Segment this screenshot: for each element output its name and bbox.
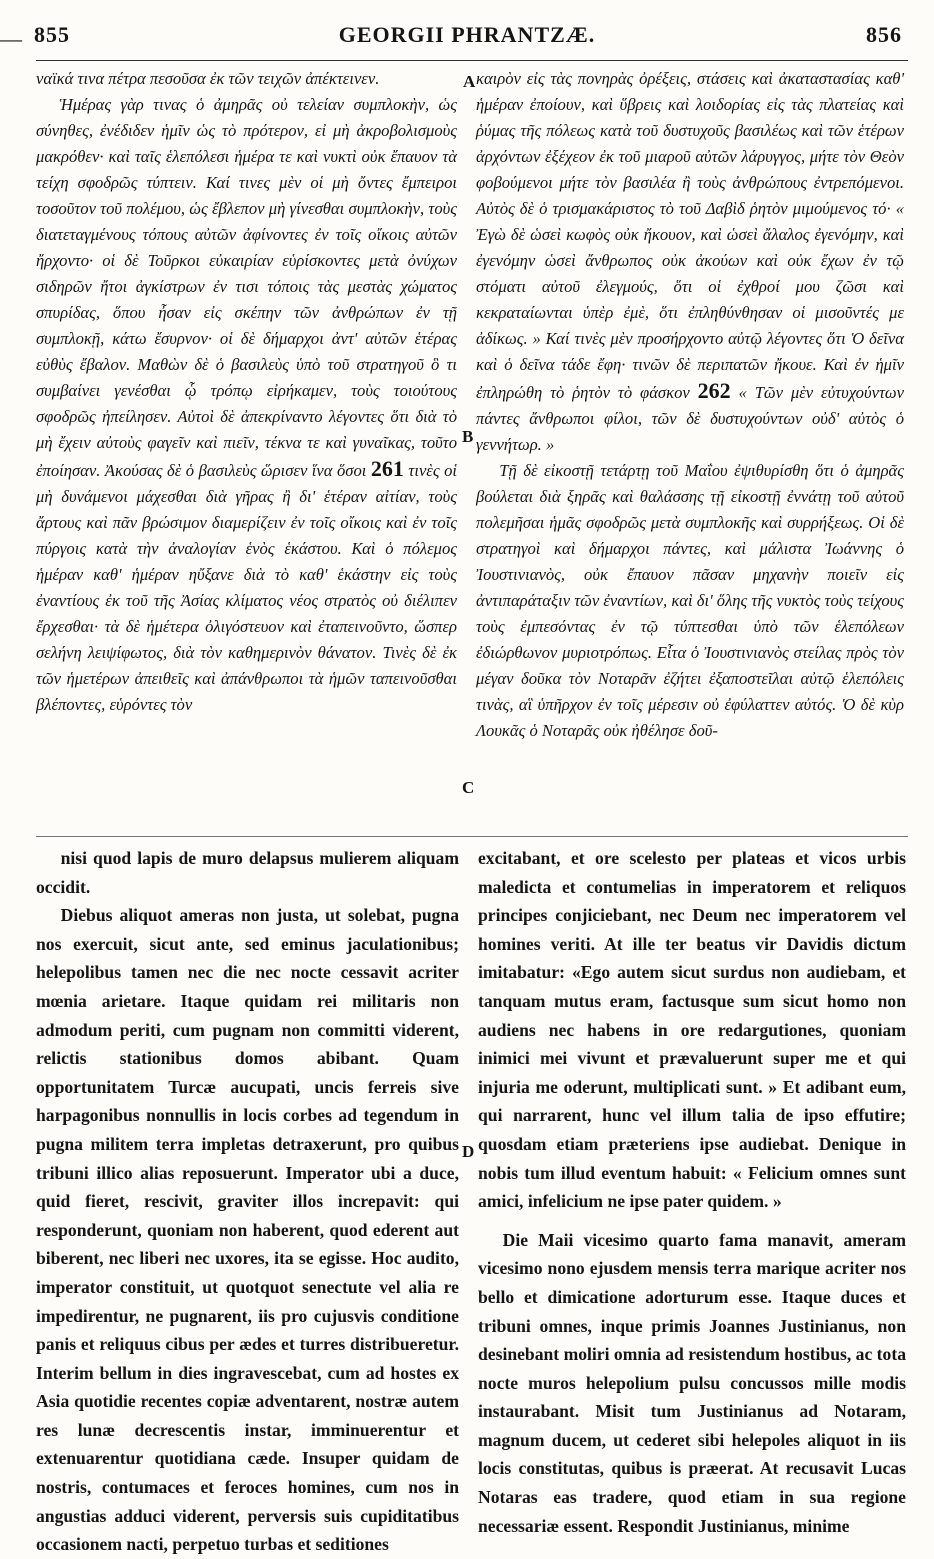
- greek-left-paragraph-2: [36, 92, 457, 718]
- greek-column-left: [36, 66, 457, 718]
- margin-letter-b: B: [462, 427, 474, 446]
- latin-column-left: [36, 844, 459, 1559]
- latin-left-paragraph-2: Diebus aliquot ameras non justa, ut solebat, pugna nos exercuit, sicut ante, sed eminus jaculationibus; helepolibus tamen nec die nec nocte cessavit acriter mœnia arietare. Itaque quidam rei militaris non admodum periti, cum pugnam non committi viderent, relictis stationibus domos abibant. Quam opportunitatem Turcæ aucupati, uncis ferreis sive harpagonibus nonnullis in locis corbes ad tegendum in pugna militem terra impletas detraxerunt, pro quibus tribuni illico alias reposuerunt. Imperator ubi a duce, quid fieret, rescivit, graviter illos increpavit: qui responderunt, quoniam non haberent, quod ederent aut biberent, nec liberi nec uxores, ita se egisse. Hoc audito, imperator constituit, ut quotquot senectute vel alia re impedirentur, ne pugnarent, iis pro cujusvis conditione panis et reliquus cibus per ædes et turres distribueretur. Interim bellum in dies ingravescebat, cum ad hostes ex Asia quotidie recentes copiæ adventarent, nostræ autem res lunæ decrescentis instar, imminuerentur et extenuarentur quotidiana cæde. Insuper quidam de nostris, contumaces et feroces homines, cum nos in angustias adduci viderent, perversis suis cupiditatibus occasionem nacti, perpetuo turbas et seditiones: [36, 905, 459, 1555]
- latin-right-paragraph-1: excitabant, et ore scelesto per plateas et vicos urbis maledicta et contumelias in imperatorem et reliquos principes conjiciebant, nec Deum nec imperatorem vel homines veriti. At ille ter beatus vir Davidis dictum imitabatur: «Ego autem sicut surdus non audiebam, et tanquam mutus eram, factusque sum sicut homo non audiens nec habens in ore redargutiones, quoniam inimici mei vivunt et prævaluerunt super me et qui injuria me oderunt, multiplicati sunt. » Et adibant eum, qui narrarent, hunc vel illum talia de ipso effutire; quosdam etiam præteriens ipse audiebat. Denique in nobis tum illud eventum habuit: « Felicium omnes sunt amici, infelicium ne ipse pater quidem. »: [478, 848, 906, 1212]
- margin-dash: —: [0, 26, 22, 51]
- greek-right-paragraph-2: Τῇ δὲ εἰκοστῇ τετάρτῃ τοῦ Μαΐου ἐψιθυρίσθη ὅτι ὁ ἀμηρᾶς βούλεται διὰ ξηρᾶς καὶ θαλάσσης τῇ εἰκοστῇ ἐννάτῃ τοῦ αὐτοῦ πολεμῆσαι ἡμᾶς σφοδρῶς μετὰ συμπλοκῆς καὶ συρρήξεως. Οἱ δὲ στρατηγοὶ καὶ δήμαρχοι πάντες, καὶ μάλιστα Ἰωάννης ὁ Ἰουστινιανὸς, οὐκ ἔπαυον πᾶσαν μηχανὴν ποιεῖν εἰς ἀντιπαράταξιν τῶν ἐναντίων, καὶ δι' ὅλης τῆς νυκτὸς τοὺς τείχους τοὺς ἐμπεσόντας ἐν τῷ τύπτεσθαι ὑπὸ τῶν ἑλεπόλεων ἐδιώρθωνον μυριοτρόπως. Εἶτα ὁ Ἰουστινιανὸς στείλας πρὸς τὸν μέγαν δοῦκα τὸν Νοταρᾶν ἐζήτει ἐξαποστεῖλαι αὐτῷ ἑλεπόλεις τινὰς, αἳ ὑπῆρχον ἐν τοῖς μέρεσιν οὐ ἐφύλαττεν αὐτός. Ὁ δὲ κὺρ Λουκᾶς ὁ Νοταρᾶς οὐκ ἠθέλησε δοῦ-: [476, 461, 904, 740]
- greek-left-paragraph-1: ναϊκά τινα πέτρα πεσοῦσα ἐκ τῶν τειχῶν ἀπέκτεινεν.: [36, 69, 380, 88]
- margin-letter-c: C: [462, 778, 475, 797]
- greek-right-text-a: καιρὸν εἰς τὰς πονηρὰς ὀρέξεις, στάσεις καὶ ἀκαταστασίας καθ' ἡμέραν ἐποίουν, καὶ ὕβρεις καὶ λοιδορίας εἰς τὰς πλατείας καὶ ῥύμας τῆς πόλεως κατὰ τοῦ δυστυχοῦς βασιλέως καὶ τῶν ἑτέρων ἀρχόντων ἐξέχεον ἐκ τοῦ μιαροῦ αὐτῶν λάρυγγος, μήτε τὸν Θεὸν φοβούμενοι μήτε τὸν βασιλέα ἢ τοὺς ἀνθρώπους ἐντρεπόμενοι. Αὐτὸς δὲ ὁ τρισμακάριστος τὸ τοῦ Δαβὶδ ῥητὸν μιμούμενος τό· « Ἐγὼ δὲ ὡσεὶ κωφὸς οὐκ ἤκουον, καὶ ὡσεὶ ἄλαλος ἐγενόμην, καὶ ἐγενόμην ὡσεὶ ἄνθρωπος οὐκ ἀκούων καὶ οὐκ ἔχων ἐν τῷ στόματι αὐτοῦ ἐλεγμούς, ὅτι οἱ ἐχθροί μου ζῶσι καὶ κεκραταίωνται ὑπὲρ ἐμὲ, ὅτι ἐπληθύνθησαν οἱ μισοῦντές με ἀδίκως. » Καί τινὲς μὲν προσήρχοντο αὐτῷ λέγοντες ὅτι Ὁ δεῖνα καὶ ὁ δεῖνα τάδε ἔφη· τινῶν δὲ περιπατῶν ἤκουε. Καὶ ἐν ἡμῖν ἐπληρώθη τὸ ῥητὸν τὸ φάσκον: [476, 69, 904, 402]
- greek-left-text-a: Ἡμέρας γὰρ τινας ὁ ἀμηρᾶς οὐ τελείαν συμπλοκὴν, ὡς σύνηθες, ἐνέδιδεν ἡμῖν ὡς τὸ πρότερον, εἰ μὴ ἀκροβολισμοὺς μακρόθεν· καὶ ταῖς ἑλεπόλεσι ἡμέρα τε καὶ νυκτὶ οὐκ ἔπαυον τὰ τείχη σφοδρῶς τύπτειν. Καί τινες μὲν οἱ μὴ ὄντες ἔμπειροι τοσοῦτον τοῦ πολέμου, ὡς ἔβλεπον μὴ γίνεσθαι συμπλοκὴν, τοὺς διατεταγμένους τόπους αὐτῶν ἀφίνοντες ἐν τοῖς οἴκοις αὐτῶν ἤρχοντο· οἱ δὲ Τοῦρκοι εὐκαιρίαν εὑρίσκοντες μετὰ ὀνύχων σιδηρῶν ἤτοι ἀγκίστρων ἐν τισι τόποις τὰς μεστὰς χώματος σπυρίδας, ὅπου ἦσαν εἰς σκέπην τῶν ἀνθρώπων ἐν τῇ συμπλοκῇ, κάτω ἔσυρνον· οἱ δὲ δήμαρχοι ἀντ' αὐτῶν ἑτέρας εὐθὺς ἔβαλον. Μαθὼν δὲ ὁ βασιλεὺς ὑπὸ τοῦ στρατηγοῦ ὃ τι συμβαίνει γενέσθαι ᾧ τρόπῳ εἰρήκαμεν, τοὺς τοιούτους σφοδρῶς ἠπείλησεν. Αὐτοὶ δὲ ἀπεκρίναντο λέγοντες ὅτι διὰ τὸ μὴ ἔχειν αὐτοὺς φαγεῖν καὶ πιεῖν, τέκνα τε καὶ γυναῖκας, τοῦτο ἐποίησαν. Ἀκούσας δὲ ὁ βασιλεὺς ὥρισεν ἵνα ὅσοι: [36, 95, 457, 480]
- margin-letter-a: A: [463, 72, 476, 91]
- greek-right-paragraph-1: [476, 66, 904, 458]
- header-rule: [36, 60, 908, 61]
- latin-left-paragraph-1: nisi quod lapis de muro delapsus mulierem aliquam occidit.: [36, 848, 459, 897]
- latin-right-paragraph-2: Die Maii vicesimo quarto fama manavit, ameram vicesimo nono ejusdem mensis terra marique acriter nos bello et dimicatione adorturum esse. Itaque duces et tribuni omnes, inque primis Joannes Justinianus, non desinebant moliri omnia ad resistendum hostibus, ac tota nocte muros helepolium pulsu concussos mille modis instaurabant. Misit tum Justinianus ad Notaram, magnum ducem, ut cederet sibi helepoles aliquot in iis locis constitutas, quibus is præerat. At recusavit Lucas Notaras eas tradere, quod etiam in sua regione necessariæ essent. Respondit Justinianus, minime: [478, 1229, 906, 1536]
- greek-right-text-b: « Τῶν μὲν εὐτυχούντων πάντες ἄνθρωποι φίλοι, τῶν δὲ δυστυχούντων οὐδ' αὐτὸς ὁ γεννήτωρ. »: [476, 383, 904, 454]
- page-header: [0, 22, 904, 56]
- greek-left-text-b: τινὲς οἱ μὴ δυνάμενοι μάχεσθαι διὰ γῆρας ἢ δι' ἑτέραν αἰτίαν, τοὺς ἄρτους καὶ πᾶν βρώσιμον διαμερίζειν ἐν τοῖς οἴκοις καὶ ἐν τοῖς πύργοις κατὰ τὴν ἀναλογίαν ἑνὸς ἑκάστου. Καὶ ὁ πόλεμος ἡμέραν καθ' ἡμέραν ηὔξανε διὰ τὸ καθ' ἑκάστην εἰς τοὺς ἐναντίους ἐκ τοῦ τῆς Ἀσίας κλίματος νέος στρατὸς οὐ διέλιπεν ἔρχεσθαι· τὰ δὲ ἡμέτερα ὀλιγόστευον καὶ ἐταπεινοῦντο, ὥσπερ σελήνη λειψίφωτος, διὰ τὸν καθημερινὸν θάνατον. Τινὲς δὲ ἐκ τῶν ἡμετέρων ἀπειθεῖς καὶ ἀπάνθρωποι τὰ ἡμῶν ταπεινοῦσθαι βλέποντες, εὑρόντες τὸν: [36, 461, 457, 714]
- latin-column-right: [478, 844, 906, 1540]
- greek-column-right: [476, 66, 904, 744]
- page-number-left: 855: [34, 22, 70, 47]
- page-number-right: 856: [866, 22, 902, 47]
- section-number-262: 262: [697, 378, 731, 403]
- language-divider: [36, 836, 908, 837]
- section-number-261: 261: [370, 456, 404, 481]
- margin-letter-d: D: [462, 1142, 475, 1161]
- running-title: GEORGII PHRANTZÆ.: [338, 22, 596, 47]
